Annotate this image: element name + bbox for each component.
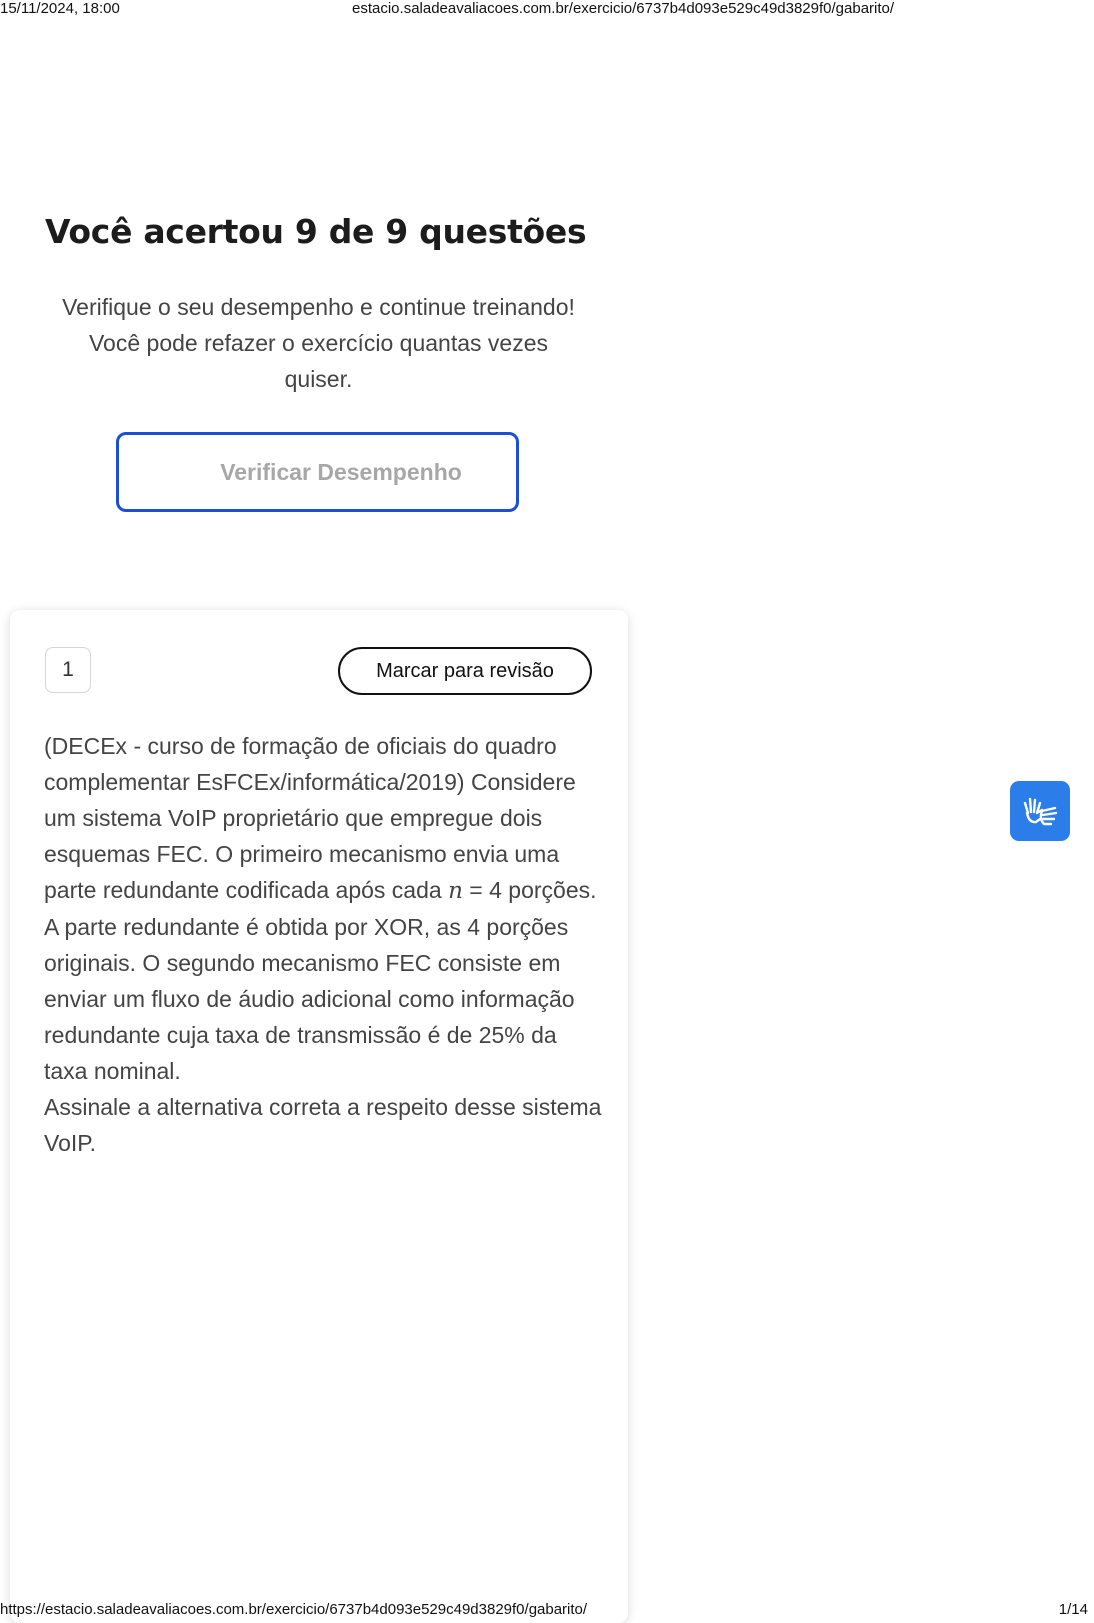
result-subtitle: Verifique o seu desempenho e continue treinando! Você pode refazer o exercício quantas vezes quiser.: [62, 294, 575, 392]
print-footer-url: https://estacio.saladeavaliacoes.com.br/exercicio/6737b4d093e529c49d3829f0/gabarito/: [0, 1601, 588, 1618]
result-title: Você acertou 9 de 9 questões: [45, 212, 587, 251]
print-footer: [0, 1601, 1094, 1623]
print-page-number: 1/14: [1058, 1601, 1088, 1618]
question-card: [10, 610, 628, 1623]
mark-for-review-button[interactable]: Marcar para revisão: [338, 647, 592, 695]
question-text-part-2: = 4 porções. A parte redundante é obtida por XOR, as 4 porções originais. O segundo mecanismo FEC consiste em enviar um fluxo de áudio adicional como informação redundante cuja taxa de transmissão é de 25% da taxa nominal.: [44, 877, 597, 1084]
question-instruction: Assinale a alternativa correta a respeito desse sistema VoIP.: [44, 1094, 602, 1156]
verify-performance-label: Verificar Desempenho: [220, 458, 462, 485]
question-number-badge: 1: [45, 647, 91, 693]
sign-language-accessibility-button[interactable]: [1010, 781, 1070, 841]
question-statement: [44, 728, 604, 1161]
question-text-part-1: (DECEx - curso de formação de oficiais do quadro complementar EsFCEx/informática/2019) Considere um sistema VoIP proprietário que empregue dois esquemas FEC. O primeiro mecanismo envia uma parte redundante codificada após cada: [44, 733, 576, 903]
print-page-url: estacio.saladeavaliacoes.com.br/exercicio/6737b4d093e529c49d3829f0/gabarito/: [352, 0, 895, 17]
print-datetime: 15/11/2024, 18:00: [0, 0, 120, 17]
math-variable: n: [448, 878, 463, 904]
print-header: [0, 0, 1094, 20]
sign-language-icon: [1020, 791, 1060, 831]
verify-performance-button[interactable]: [116, 432, 519, 512]
